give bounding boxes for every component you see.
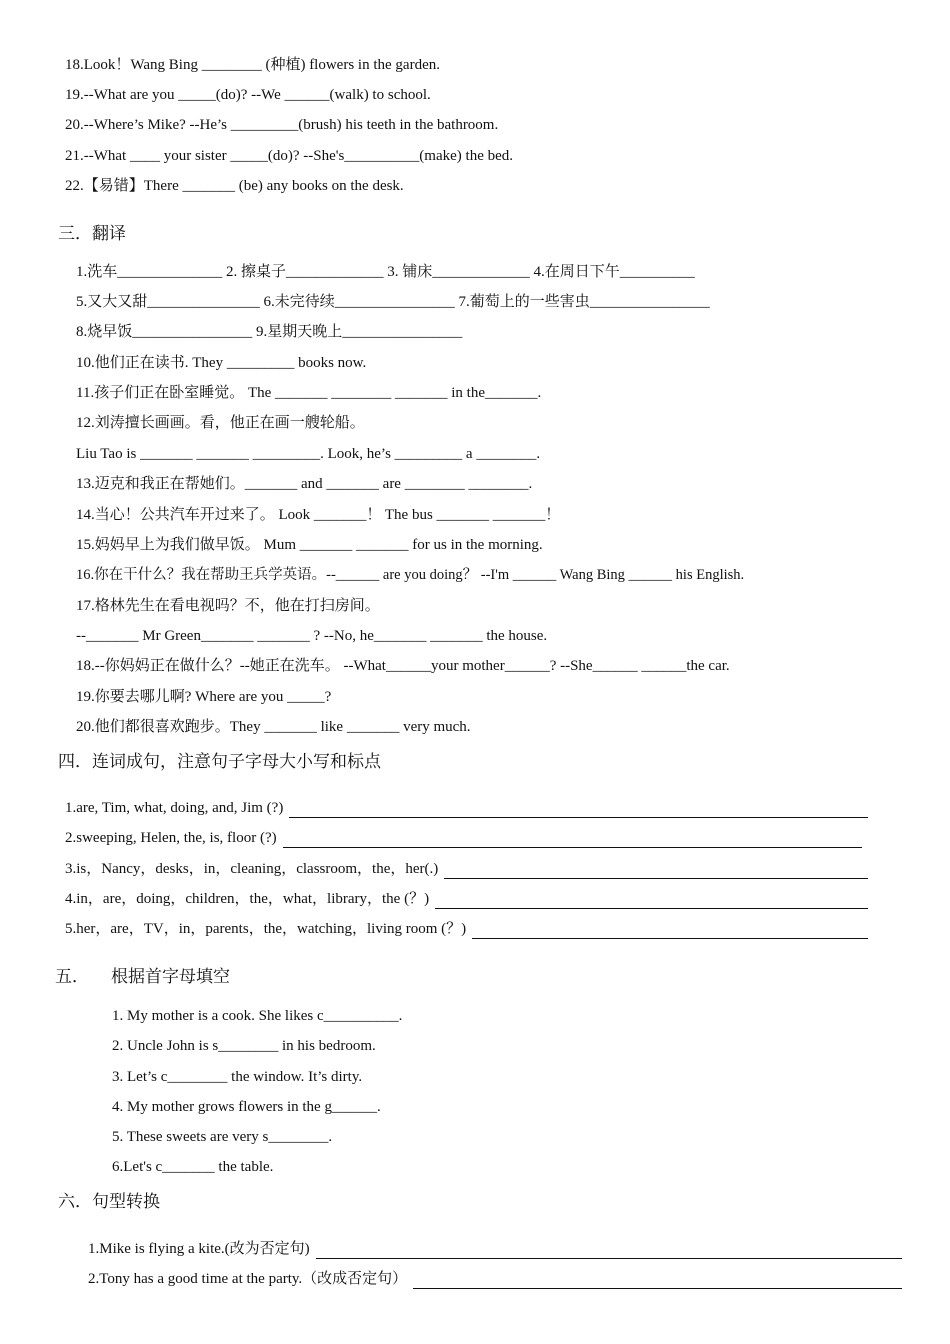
answer-line[interactable] — [435, 894, 868, 909]
fill-item: 5. These sweets are very s________. — [112, 1129, 333, 1145]
exercise-line-22: 22.【易错】There _______ (be) any books on the desk. — [65, 178, 404, 194]
exercise-line-19: 19.--What are you _____(do)? --We ______(walk) to school. — [65, 87, 431, 103]
exercise-line-20: 20.--Where’s Mike? --He’s _________(brush) his teeth in the bathroom. — [65, 117, 499, 133]
translation-line: 19.你要去哪儿啊? Where are you _____? — [76, 689, 332, 705]
translation-line: Liu Tao is _______ _______ _________. Look, he’s _________ a ________. — [76, 446, 541, 462]
section-6-heading — [58, 1191, 160, 1213]
section-4-number: 四． — [58, 752, 92, 772]
transform-item — [88, 1239, 902, 1259]
sentence-prompt: 3.is，Nancy，desks，in，cleaning，classroom，the，her(.) — [65, 861, 439, 877]
answer-line[interactable] — [444, 864, 868, 879]
translation-line: 8.烧早饭________________ 9.星期天晚上________________ — [76, 324, 463, 340]
answer-line[interactable] — [316, 1244, 902, 1259]
sentence-item — [65, 828, 862, 848]
sentence-item — [65, 798, 868, 818]
answer-line[interactable] — [472, 924, 868, 939]
sentence-item — [65, 919, 868, 939]
transform-item — [88, 1269, 902, 1289]
translation-line: 18.--你妈妈正在做什么？--她正在洗车。 --What______your mother______? --She______ ______the car. — [76, 658, 730, 674]
section-4-heading — [58, 751, 381, 773]
transform-prompt: 2.Tony has a good time at the party.（改成否定句） — [88, 1271, 408, 1287]
translation-line: 17.格林先生在看电视吗？不，他在打扫房间。 — [76, 598, 380, 614]
translation-line: 15.妈妈早上为我们做早饭。 Mum _______ _______ for us in the morning. — [76, 537, 543, 553]
exercise-line-21: 21.--What ____ your sister _____(do)? --She's__________(make) the bed. — [65, 148, 514, 164]
answer-line[interactable] — [289, 803, 868, 818]
section-3-number: 三． — [58, 224, 92, 244]
section-5-heading — [55, 966, 230, 988]
transform-prompt: 1.Mike is flying a kite.(改为否定句) — [88, 1241, 310, 1257]
translation-line: 10.他们正在读书. They _________ books now. — [76, 355, 367, 371]
sentence-item — [65, 859, 868, 879]
translation-line: 1.洗车______________ 2. 擦桌子_____________ 3. 铺床_____________ 4.在周日下午__________ — [76, 264, 695, 280]
translation-line: 20.他们都很喜欢跑步。They _______ like _______ very much. — [76, 719, 471, 735]
section-6-number: 六． — [58, 1192, 92, 1212]
section-6-title: 句型转换 — [92, 1192, 160, 1212]
fill-item: 6.Let's c_______ the table. — [112, 1159, 274, 1175]
section-5-title: 根据首字母填空 — [111, 967, 230, 987]
answer-line[interactable] — [413, 1274, 902, 1289]
section-5-number: 五． — [55, 967, 89, 987]
fill-item: 2. Uncle John is s________ in his bedroom. — [112, 1038, 376, 1054]
translation-line: --_______ Mr Green_______ _______ ? --No, he_______ _______ the house. — [76, 628, 548, 644]
section-4-title: 连词成句，注意句子字母大小写和标点 — [92, 752, 381, 772]
sentence-prompt: 4.in，are，doing，children，the，what，library，the (？) — [65, 891, 430, 907]
translation-line: 13.迈克和我正在帮她们。_______ and _______ are ________ ________. — [76, 476, 533, 492]
fill-item: 4. My mother grows flowers in the g______. — [112, 1099, 381, 1115]
section-3-title: 翻译 — [92, 224, 126, 244]
translation-line: 11.孩子们正在卧室睡觉。 The _______ ________ _______ in the_______. — [76, 385, 542, 401]
sentence-item — [65, 889, 868, 909]
sentence-prompt: 5.her，are，TV，in，parents，the，watching，living room (？) — [65, 921, 467, 937]
fill-item: 1. My mother is a cook. She likes c__________. — [112, 1008, 403, 1024]
fill-item: 3. Let’s c________ the window. It’s dirty. — [112, 1069, 363, 1085]
translation-line: 5.又大又甜_______________ 6.未完待续________________ 7.葡萄上的一些害虫________________ — [76, 294, 710, 310]
answer-line[interactable] — [283, 833, 862, 848]
exercise-line-18: 18.Look！Wang Bing ________ (种植) flowers in the garden. — [65, 57, 440, 73]
translation-line: 14.当心！公共汽车开过来了。 Look _______！ The bus _______ _______！ — [76, 507, 561, 523]
translation-line: 16.你在干什么？我在帮助王兵学英语。--______ are you doing？ --I'm ______ Wang Bing ______ his English. — [76, 567, 745, 583]
translation-line: 12.刘涛擅长画画。看，他正在画一艘轮船。 — [76, 415, 365, 431]
sentence-prompt: 2.sweeping, Helen, the, is, floor (?) — [65, 830, 277, 846]
section-3-heading — [58, 223, 126, 245]
sentence-prompt: 1.are, Tim, what, doing, and, Jim (?) — [65, 800, 284, 816]
